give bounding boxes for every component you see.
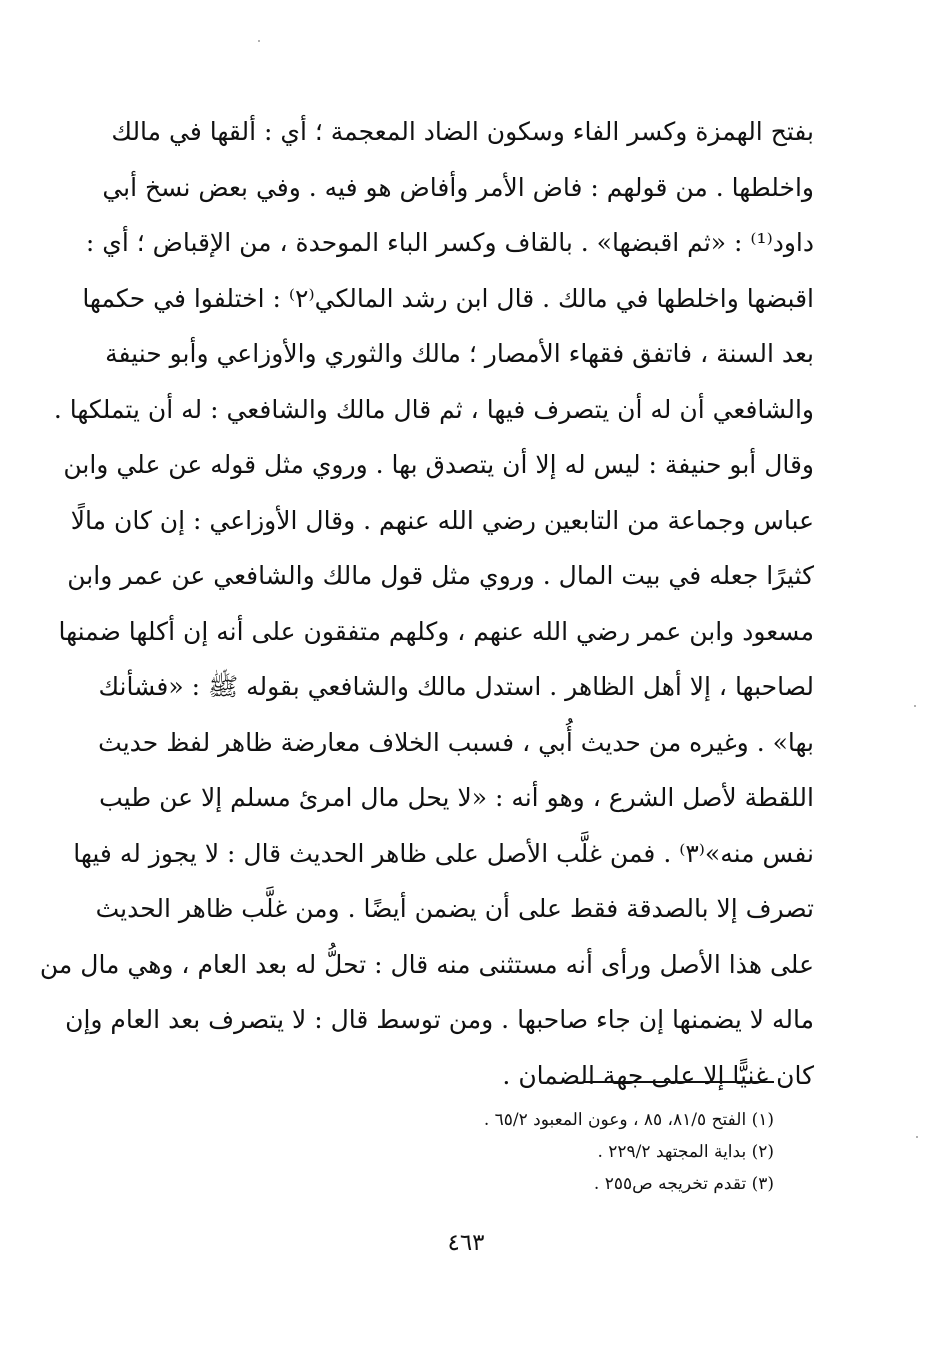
text-line-last: كان غنيًّا إلا على جهة الضمان . xyxy=(502,1060,814,1090)
main-text xyxy=(39,104,814,1103)
text-line: واخلطها . من قولهم : فاض الأمر وأفاض هو فيه . وفي بعض نسخ أبي xyxy=(102,172,814,202)
text-line: ماله لا يضمنها إن جاء صاحبها . ومن توسط قال : لا يتصرف بعد العام وإن xyxy=(65,1005,814,1034)
text-line: مسعود وابن عمر رضي الله عنهم ، وكلهم متفقون على أنه إن أكلها ضمنها xyxy=(58,616,814,646)
text-line: نفس منه»⁽٣⁾ . فمن غلَّب الأصل على ظاهر الحديث قال : لا يجوز له فيها xyxy=(73,838,814,868)
footnotes xyxy=(118,1104,774,1200)
text-line: اقبضها واخلطها في مالك . قال ابن رشد المالكي⁽٢⁾ : اختلفوا في حكمها xyxy=(82,283,814,313)
text-line: عباس وجماعة من التابعين رضي الله عنهم . وقال الأوزاعي : إن كان مالًا xyxy=(70,505,814,535)
footnote-2: (٢) بداية المجتهد ٢٢٩/٢ . xyxy=(597,1142,774,1162)
text-line: كثيرًا جعله في بيت المال . وروي مثل قول مالك والشافعي عن عمر وابن xyxy=(67,561,814,590)
scan-speck xyxy=(258,40,260,42)
text-line: بعد السنة ، فاتفق فقهاء الأمصار ؛ مالك والثوري والأوزاعي وأبو حنيفة xyxy=(105,339,814,368)
page-number: ٤٦٣ xyxy=(447,1230,485,1256)
footnote-1: (١) الفتح ٨١/٥، ٨٥ ، وعون المعبود ٦٥/٢ . xyxy=(483,1110,774,1130)
text-line: داود⁽¹⁾ : «ثم اقبضها» . بالقاف وكسر الباء الموحدة ، من الإقباض ؛ أي : xyxy=(85,228,814,257)
text-line: لصاحبها ، إلا أهل الظاهر . استدل مالك والشافعي بقوله ﷺ : «فشأنك xyxy=(98,672,814,701)
footnote-separator xyxy=(584,1081,774,1083)
text-line: على هذا الأصل ورأى أنه مستثنى منه قال : تحلُّ له بعد العام ، وهي مال من xyxy=(39,949,814,979)
text-line: بفتح الهمزة وكسر الفاء وسكون الضاد المعجمة ؛ أي : ألقها في مالك xyxy=(111,117,814,146)
scan-speck xyxy=(914,705,916,707)
text-line: اللقطة لأصل الشرع ، وهو أنه : «لا يحل مال امرئ مسلم إلا عن طيب xyxy=(99,783,814,812)
text-line: والشافعي أن له أن يتصرف فيها ، ثم قال مالك والشافعي : له أن يتملكها . xyxy=(53,394,814,424)
text-line: تصرف إلا بالصدقة فقط على أن يضمن أيضًا . ومن غلَّب ظاهر الحديث xyxy=(95,894,814,923)
footnote-3: (٣) تقدم تخريجه ص٢٥٥ . xyxy=(593,1174,774,1194)
scan-speck xyxy=(916,1136,918,1138)
text-line: بها» . وغيره من حديث أُبي ، فسبب الخلاف معارضة ظاهر لفظ حديث xyxy=(98,727,814,757)
text-line: وقال أبو حنيفة : ليس له إلا أن يتصدق بها . وروي مثل قوله عن علي وابن xyxy=(63,450,814,479)
